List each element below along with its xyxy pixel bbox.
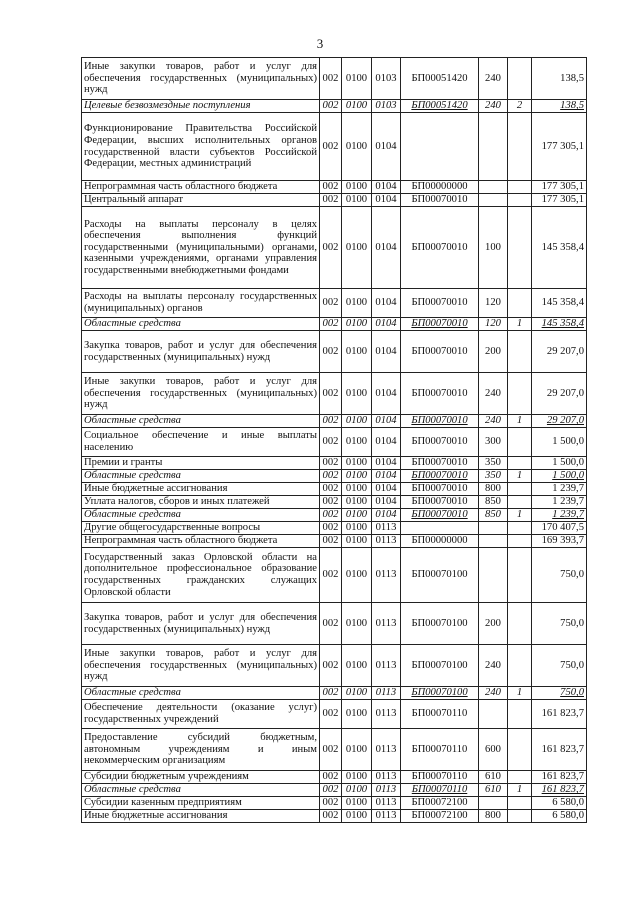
row-section-code: 0100 — [342, 289, 372, 318]
row-name: Непрограммная часть областного бюджета — [82, 181, 320, 194]
row-subsection-code: 0104 — [372, 483, 401, 496]
row-subsection-code: 0113 — [372, 687, 401, 700]
row-amount: 6 580,0 — [532, 797, 587, 810]
table-row — [82, 535, 587, 548]
table-row — [82, 318, 587, 331]
row-amount: 1 500,0 — [532, 428, 587, 457]
row-subsection-code: 0103 — [372, 100, 401, 113]
row-name: Областные средства — [82, 784, 320, 797]
table-row — [82, 181, 587, 194]
row-department-code: 002 — [320, 522, 342, 535]
row-section-code: 0100 — [342, 181, 372, 194]
row-department-code: 002 — [320, 181, 342, 194]
row-name: Другие общегосударственные вопросы — [82, 522, 320, 535]
row-name: Областные средства — [82, 509, 320, 522]
row-section-code: 0100 — [342, 207, 372, 289]
row-target-article: БП00000000 — [401, 181, 479, 194]
row-section-code: 0100 — [342, 797, 372, 810]
row-expense-type: 850 — [479, 509, 508, 522]
row-target-article: БП00070100 — [401, 603, 479, 645]
row-name: Предоставление субсидий бюджетным, автономным учреждениям и иным некоммерческим организациям — [82, 729, 320, 771]
row-subsection-code: 0104 — [372, 318, 401, 331]
row-subsection-code: 0104 — [372, 415, 401, 428]
row-expense-type — [479, 181, 508, 194]
row-subsection-code: 0113 — [372, 810, 401, 823]
budget-table — [81, 57, 587, 823]
row-target-article: БП00070010 — [401, 415, 479, 428]
row-source-code: 1 — [508, 687, 532, 700]
row-name: Обеспечение деятельности (оказание услуг) государственных учреждений — [82, 700, 320, 729]
row-source-code — [508, 194, 532, 207]
row-source-code — [508, 548, 532, 603]
row-source-code — [508, 810, 532, 823]
row-amount: 750,0 — [532, 548, 587, 603]
row-source-code — [508, 700, 532, 729]
row-amount: 750,0 — [532, 687, 587, 700]
row-department-code: 002 — [320, 729, 342, 771]
row-subsection-code: 0113 — [372, 548, 401, 603]
row-target-article: БП00070010 — [401, 207, 479, 289]
row-department-code: 002 — [320, 603, 342, 645]
row-amount: 161 823,7 — [532, 729, 587, 771]
row-section-code: 0100 — [342, 784, 372, 797]
table-row — [82, 810, 587, 823]
row-name: Премии и гранты — [82, 457, 320, 470]
row-amount: 138,5 — [532, 58, 587, 100]
row-name: Иные закупки товаров, работ и услуг для обеспечения государственных (муниципальных) нужд — [82, 58, 320, 100]
row-section-code: 0100 — [342, 700, 372, 729]
row-amount: 1 239,7 — [532, 509, 587, 522]
row-subsection-code: 0104 — [372, 496, 401, 509]
table-row — [82, 100, 587, 113]
row-department-code: 002 — [320, 207, 342, 289]
table-row — [82, 331, 587, 373]
row-amount: 138,5 — [532, 100, 587, 113]
row-department-code: 002 — [320, 331, 342, 373]
row-source-code — [508, 729, 532, 771]
row-amount: 6 580,0 — [532, 810, 587, 823]
row-name: Областные средства — [82, 415, 320, 428]
row-source-code — [508, 428, 532, 457]
row-amount: 1 500,0 — [532, 457, 587, 470]
table-row — [82, 113, 587, 181]
row-amount: 750,0 — [532, 645, 587, 687]
row-expense-type — [479, 797, 508, 810]
row-section-code: 0100 — [342, 415, 372, 428]
row-target-article: БП00070100 — [401, 548, 479, 603]
row-name: Закупка товаров, работ и услуг для обеспечения государственных (муниципальных) нужд — [82, 331, 320, 373]
row-department-code: 002 — [320, 415, 342, 428]
row-expense-type — [479, 522, 508, 535]
row-name: Функционирование Правительства Российской Федерации, высших исполнительных органов государственной власти субъектов Российской Федерации, местных администраций — [82, 113, 320, 181]
row-expense-type: 850 — [479, 496, 508, 509]
row-target-article: БП00070010 — [401, 428, 479, 457]
row-section-code: 0100 — [342, 457, 372, 470]
row-target-article: БП00070110 — [401, 784, 479, 797]
row-section-code: 0100 — [342, 535, 372, 548]
row-expense-type: 240 — [479, 687, 508, 700]
row-department-code: 002 — [320, 470, 342, 483]
row-subsection-code: 0103 — [372, 58, 401, 100]
table-row — [82, 687, 587, 700]
row-name: Непрограммная часть областного бюджета — [82, 535, 320, 548]
row-expense-type: 350 — [479, 457, 508, 470]
table-row — [82, 58, 587, 100]
row-section-code: 0100 — [342, 318, 372, 331]
row-target-article: БП00070010 — [401, 318, 479, 331]
row-amount: 177 305,1 — [532, 113, 587, 181]
row-target-article: БП00070010 — [401, 509, 479, 522]
row-expense-type — [479, 548, 508, 603]
row-amount: 177 305,1 — [532, 181, 587, 194]
table-row — [82, 483, 587, 496]
row-department-code: 002 — [320, 373, 342, 415]
row-department-code: 002 — [320, 645, 342, 687]
row-section-code: 0100 — [342, 496, 372, 509]
row-amount: 170 407,5 — [532, 522, 587, 535]
row-department-code: 002 — [320, 687, 342, 700]
row-name: Иные закупки товаров, работ и услуг для обеспечения государственных (муниципальных) нужд — [82, 373, 320, 415]
row-subsection-code: 0104 — [372, 470, 401, 483]
row-expense-type: 240 — [479, 373, 508, 415]
row-department-code: 002 — [320, 548, 342, 603]
row-name: Социальное обеспечение и иные выплаты населению — [82, 428, 320, 457]
row-expense-type: 120 — [479, 289, 508, 318]
table-row — [82, 373, 587, 415]
row-source-code: 1 — [508, 415, 532, 428]
row-target-article: БП00070010 — [401, 289, 479, 318]
table-row — [82, 496, 587, 509]
row-amount: 29 207,0 — [532, 331, 587, 373]
row-target-article: БП00070010 — [401, 496, 479, 509]
row-subsection-code: 0104 — [372, 331, 401, 373]
row-target-article: БП00070010 — [401, 373, 479, 415]
table-row — [82, 603, 587, 645]
row-department-code: 002 — [320, 509, 342, 522]
row-source-code — [508, 771, 532, 784]
row-expense-type: 240 — [479, 100, 508, 113]
row-amount: 177 305,1 — [532, 194, 587, 207]
row-source-code — [508, 457, 532, 470]
row-department-code: 002 — [320, 318, 342, 331]
row-subsection-code: 0104 — [372, 457, 401, 470]
table-row — [82, 645, 587, 687]
table-row — [82, 470, 587, 483]
row-source-code — [508, 496, 532, 509]
row-expense-type: 610 — [479, 771, 508, 784]
row-amount: 29 207,0 — [532, 373, 587, 415]
row-subsection-code: 0113 — [372, 522, 401, 535]
row-expense-type: 120 — [479, 318, 508, 331]
row-subsection-code: 0104 — [372, 181, 401, 194]
row-amount: 1 239,7 — [532, 483, 587, 496]
row-department-code: 002 — [320, 810, 342, 823]
row-section-code: 0100 — [342, 729, 372, 771]
row-name: Иные закупки товаров, работ и услуг для обеспечения государственных (муниципальных) нужд — [82, 645, 320, 687]
table-row — [82, 729, 587, 771]
row-department-code: 002 — [320, 496, 342, 509]
row-source-code — [508, 181, 532, 194]
row-expense-type: 300 — [479, 428, 508, 457]
row-department-code: 002 — [320, 483, 342, 496]
table-row — [82, 784, 587, 797]
row-target-article: БП00070010 — [401, 331, 479, 373]
row-amount: 161 823,7 — [532, 771, 587, 784]
row-section-code: 0100 — [342, 645, 372, 687]
row-amount: 161 823,7 — [532, 700, 587, 729]
row-section-code: 0100 — [342, 113, 372, 181]
row-subsection-code: 0113 — [372, 784, 401, 797]
row-section-code: 0100 — [342, 771, 372, 784]
row-target-article: БП00070010 — [401, 470, 479, 483]
row-expense-type — [479, 700, 508, 729]
table-row — [82, 771, 587, 784]
row-name: Расходы на выплаты персоналу в целях обеспечения выполнения функций государственными (муниципальными) органами, казенными учреждениями, органами управления государственными внебюджетными фондами — [82, 207, 320, 289]
row-target-article — [401, 522, 479, 535]
row-department-code: 002 — [320, 100, 342, 113]
row-subsection-code: 0113 — [372, 729, 401, 771]
row-subsection-code: 0104 — [372, 113, 401, 181]
row-department-code: 002 — [320, 771, 342, 784]
row-name: Целевые безвозмездные поступления — [82, 100, 320, 113]
row-expense-type: 240 — [479, 645, 508, 687]
row-subsection-code: 0104 — [372, 207, 401, 289]
row-section-code: 0100 — [342, 331, 372, 373]
row-source-code: 1 — [508, 784, 532, 797]
row-name: Расходы на выплаты персоналу государственных (муниципальных) органов — [82, 289, 320, 318]
row-amount: 1 500,0 — [532, 470, 587, 483]
row-department-code: 002 — [320, 797, 342, 810]
row-subsection-code: 0113 — [372, 603, 401, 645]
row-section-code: 0100 — [342, 548, 372, 603]
row-department-code: 002 — [320, 289, 342, 318]
table-row — [82, 415, 587, 428]
row-section-code: 0100 — [342, 810, 372, 823]
row-name: Государственный заказ Орловской области на дополнительное профессиональное образование государственных гражданских служащих Орловской области — [82, 548, 320, 603]
row-section-code: 0100 — [342, 100, 372, 113]
row-expense-type — [479, 113, 508, 181]
row-expense-type: 600 — [479, 729, 508, 771]
row-department-code: 002 — [320, 535, 342, 548]
row-expense-type: 350 — [479, 470, 508, 483]
row-name: Центральный аппарат — [82, 194, 320, 207]
table-row — [82, 797, 587, 810]
row-source-code — [508, 289, 532, 318]
row-source-code — [508, 58, 532, 100]
row-expense-type: 100 — [479, 207, 508, 289]
row-expense-type: 800 — [479, 810, 508, 823]
row-subsection-code: 0113 — [372, 535, 401, 548]
table-row — [82, 509, 587, 522]
page-number: 3 — [316, 36, 324, 51]
row-amount: 29 207,0 — [532, 415, 587, 428]
row-target-article: БП00051420 — [401, 58, 479, 100]
table-row — [82, 289, 587, 318]
row-section-code: 0100 — [342, 470, 372, 483]
row-expense-type: 240 — [479, 58, 508, 100]
row-department-code: 002 — [320, 113, 342, 181]
row-source-code — [508, 331, 532, 373]
row-expense-type: 200 — [479, 603, 508, 645]
row-amount: 145 358,4 — [532, 207, 587, 289]
row-expense-type: 800 — [479, 483, 508, 496]
row-name: Субсидии бюджетным учреждениям — [82, 771, 320, 784]
row-target-article: БП00000000 — [401, 535, 479, 548]
row-expense-type — [479, 194, 508, 207]
row-subsection-code: 0104 — [372, 373, 401, 415]
table-row — [82, 457, 587, 470]
row-target-article: БП00072100 — [401, 797, 479, 810]
row-subsection-code: 0113 — [372, 700, 401, 729]
row-subsection-code: 0104 — [372, 289, 401, 318]
row-department-code: 002 — [320, 784, 342, 797]
row-section-code: 0100 — [342, 603, 372, 645]
table-row — [82, 548, 587, 603]
row-name: Уплата налогов, сборов и иных платежей — [82, 496, 320, 509]
row-target-article: БП00070100 — [401, 645, 479, 687]
row-source-code: 1 — [508, 509, 532, 522]
row-source-code — [508, 207, 532, 289]
row-name: Субсидии казенным предприятиям — [82, 797, 320, 810]
row-source-code — [508, 373, 532, 415]
row-department-code: 002 — [320, 58, 342, 100]
row-name: Областные средства — [82, 687, 320, 700]
row-target-article: БП00070100 — [401, 687, 479, 700]
row-section-code: 0100 — [342, 58, 372, 100]
row-source-code: 2 — [508, 100, 532, 113]
row-subsection-code: 0104 — [372, 194, 401, 207]
row-target-article: БП00070110 — [401, 700, 479, 729]
table-row — [82, 194, 587, 207]
row-subsection-code: 0113 — [372, 645, 401, 687]
row-subsection-code: 0113 — [372, 797, 401, 810]
row-target-article: БП00070010 — [401, 483, 479, 496]
row-source-code — [508, 603, 532, 645]
row-target-article: БП00070110 — [401, 729, 479, 771]
row-amount: 750,0 — [532, 603, 587, 645]
row-expense-type — [479, 535, 508, 548]
table-row — [82, 207, 587, 289]
row-department-code: 002 — [320, 457, 342, 470]
row-department-code: 002 — [320, 194, 342, 207]
row-expense-type: 200 — [479, 331, 508, 373]
row-source-code: 1 — [508, 470, 532, 483]
row-amount: 161 823,7 — [532, 784, 587, 797]
row-section-code: 0100 — [342, 522, 372, 535]
table-row — [82, 522, 587, 535]
row-section-code: 0100 — [342, 483, 372, 496]
row-section-code: 0100 — [342, 687, 372, 700]
row-name: Закупка товаров, работ и услуг для обеспечения государственных (муниципальных) нужд — [82, 603, 320, 645]
row-amount: 145 358,4 — [532, 318, 587, 331]
row-department-code: 002 — [320, 428, 342, 457]
row-section-code: 0100 — [342, 194, 372, 207]
row-amount: 145 358,4 — [532, 289, 587, 318]
row-source-code — [508, 113, 532, 181]
row-section-code: 0100 — [342, 509, 372, 522]
row-amount: 1 239,7 — [532, 496, 587, 509]
row-source-code — [508, 535, 532, 548]
row-source-code — [508, 522, 532, 535]
row-subsection-code: 0113 — [372, 771, 401, 784]
row-name: Областные средства — [82, 318, 320, 331]
row-section-code: 0100 — [342, 428, 372, 457]
row-amount: 169 393,7 — [532, 535, 587, 548]
row-subsection-code: 0104 — [372, 428, 401, 457]
row-target-article: БП00051420 — [401, 100, 479, 113]
row-name: Иные бюджетные ассигнования — [82, 810, 320, 823]
row-expense-type: 240 — [479, 415, 508, 428]
row-source-code — [508, 645, 532, 687]
row-target-article: БП00070010 — [401, 457, 479, 470]
row-expense-type: 610 — [479, 784, 508, 797]
row-source-code: 1 — [508, 318, 532, 331]
row-target-article — [401, 113, 479, 181]
row-name: Иные бюджетные ассигнования — [82, 483, 320, 496]
row-section-code: 0100 — [342, 373, 372, 415]
row-source-code — [508, 483, 532, 496]
row-target-article: БП00070010 — [401, 194, 479, 207]
row-target-article: БП00072100 — [401, 810, 479, 823]
table-row — [82, 700, 587, 729]
row-department-code: 002 — [320, 700, 342, 729]
row-name: Областные средства — [82, 470, 320, 483]
row-subsection-code: 0104 — [372, 509, 401, 522]
table-row — [82, 428, 587, 457]
row-source-code — [508, 797, 532, 810]
row-target-article: БП00070110 — [401, 771, 479, 784]
